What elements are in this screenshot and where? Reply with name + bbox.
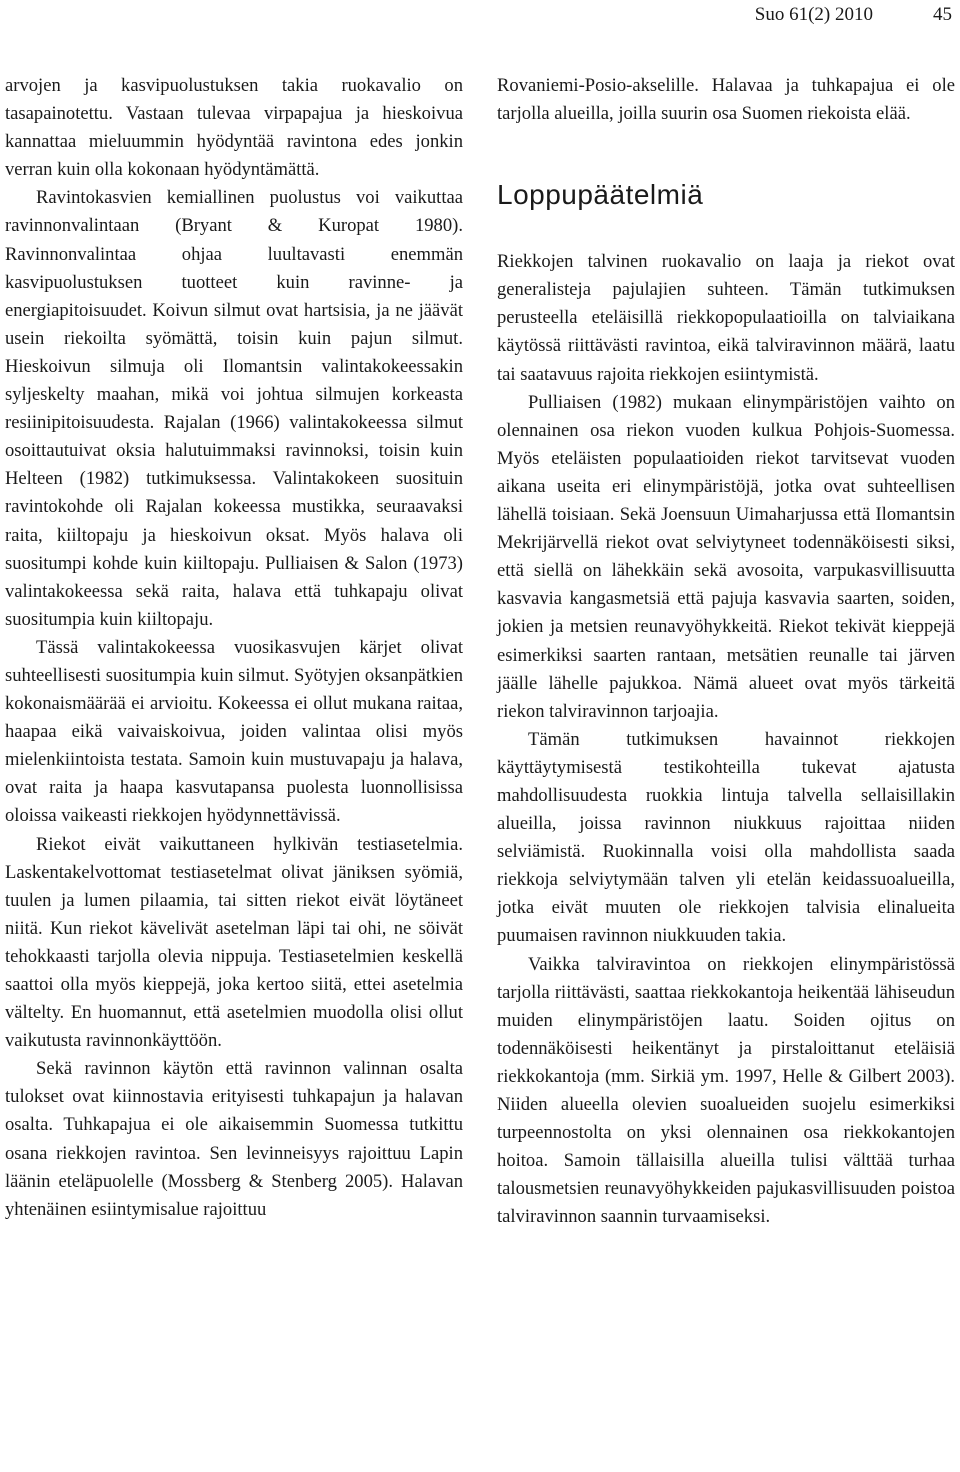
section-heading: Loppupäätelmiä [497,179,704,211]
page-header [755,0,952,30]
body-paragraph: Vaikka talviravintoa on riekkojen elinympäristössä tarjolla riittävästi, saattaa riekkokantoja heikentää lähiseudun muiden elinympäristöjen laatu. Soiden ojitus on todennäköisesti heikentänyt ja pirstaloittanut eteläisiä riekkokantoja (mm. Sirkiä ym. 1997, Helle & Gilbert 2003). Niiden alueella olevien suoalueiden suojelu esimerkiksi turpeennostolta on yksi olennainen osa riekkokantojen hoitoa. Samoin tällaisilla alueilla tulisi välttää turhaa talousmetsien reunavyöhykkeiden pajukasvillisuuden poistoa talviravinnon saannin turvaamiseksi. [497,953,955,1228]
right-column [497,72,955,1231]
journal-citation: Suo 61(2) 2010 [754,4,873,25]
left-column [5,72,463,1224]
body-paragraph: Pulliaisen (1982) mukaan elinympäristöjen vaihto on olennainen osa riekon vuoden kulkua Pohjois-Suomessa. Myös eteläisten populaatioiden riekot tarvitsevat vuoden aikana useita eri elinympäristöjä, jotka ovat suhteellisen lähellä toisiaan. Sekä Joensuun Uimaharjussa että Ilomantsin Mekrijärvellä riekot ovat selviytyneet todennäköisesti siksi, että siellä on lähekkäin sekä avosoita, varpukasvillisuutta kasvavia kangasmetsiä että pajuja kasvavia saarten, soiden, jokien ja metsien reunavyöhykkeitä. Riekot tekivät kieppejä esimerkiksi saarten rantaan, metsätien reunalle tai järven jäälle lähelle pajukkoa. Nämä alueet ovat myös tärkeitä riekon talviravinnon tarjoajia. [497,391,955,722]
body-paragraph: Rovaniemi-Posio-akselille. Halavaa ja tuhkapajua ei ole tarjolla alueilla, joilla suurin osa Suomen riekoista elää. [497,75,955,125]
body-paragraph: Riekot eivät vaikuttaneen hylkivän testiasetelmia. Laskentakelvottomat testiasetelmat olivat jäniksen syömiä, tuulen ja lumen pilaamia, tai sitten riekot eivät löytäneet niitä. Kun riekot kävelivät asetelman läpi tai ohi, ne söivät tehokkaasti tarjolla olevia nippuja. Testiasetelmien keskellä saattoi olla myös kieppejä, joka kertoo siitä, ettei asetelmia vältelty. En huomannut, että asetelmien muodolla olisi ollut vaikutusta ravinnonkäyttöön. [5,833,463,1052]
page-number: 45 [933,4,952,25]
body-paragraph: Riekkojen talvinen ruokavalio on laaja ja riekot ovat generalisteja pajulajien suhteen. Tämän tutkimuksen perusteella eteläisillä riekkopopulaatioilla on talviaikana käytössä riittävästi ravintoa, eikä talviravinnon määrä, laatu tai saatavuus rajoita riekkojen esiintymistä. [497,251,955,385]
body-paragraph: Tämän tutkimuksen havainnot riekkojen käyttäytymisestä testikohteilla tukevat ajatusta mahdollisuudesta ruokkia lintuja talvella sellaisillakin alueilla, joissa ravinnon niukkuus rajoittaa niiden selviämistä. Ruokinnalla voisi olla mahdollista saada riekkoja selviytymään talven yli etelän keidassuoalueilla, jotka eivät muuten ole riekkojen talvisia elinalueita puumaisen ravinnon niukkuuden takia. [497,728,955,947]
body-paragraph: Sekä ravinnon käytön että ravinnon valinnan osalta tulokset ovat kiinnostavia erityisesti tuhkapajun ja halavan osalta. Tuhkapajua ei ole aikaisemmin Suomessa tutkittu osana riekkojen ravintoa. Sen levinneisyys rajoittuu Lapin läänin eteläpuolelle (Mossberg & Stenberg 2005). Halavan yhtenäinen esiintymisalue rajoittuu [5,1058,463,1220]
body-paragraph: Ravintokasvien kemiallinen puolustus voi vaikuttaa ravinnonvalintaan (Bryant & Kuropat 1980). Ravinnonvalintaa ohjaa luultavasti enemmän kasvipuolustuksen tuotteet kuin ravinne- ja energiapitoisuudet. Koivun silmut ovat hartsisia, ja ne jäävät usein riekoilta syömättä, toisin kuin pajun silmut. Hieskoivun silmuja oli Ilomantsin valintakokeessakin syljeskelty maahan, mikä voi johtua silmujen korkeasta resiinipitoisuudesta. Rajalan (1966) valintakokeessa silmut osoittautuivat oksia halutuimmaksi ravinnoksi, toisin kuin Helteen (1982) tutkimuksessa. Valintakokeen suosituin ravintokohde oli Rajalan kokeessa mustikka, seuraavaksi raita, kiiltopaju ja hieskoivun oksat. Myös halava oli suositumpi kohde kuin kiiltopaju. Pulliaisen & Salon (1973) valintakokeessa sekä raita, halava että tuhkapaju olivat suositumpia kuin kiiltopaju. [5,187,463,630]
body-paragraph: arvojen ja kasvipuolustuksen takia ruokavalio on tasapainotettu. Vastaan tulevaa virpapajua ja hieskoivua kannattaa mieluummin hyödyntää ravintona edes jonkin verran kuin olla kokonaan hyödyntämättä. [5,75,463,181]
body-paragraph: Tässä valintakokeessa vuosikasvujen kärjet olivat suhteellisesti suositumpia kuin silmut. Syötyjen oksanpätkien kokonaismäärää ei arvioitu. Kokeessa ei ollut mukana raitaa, haapaa eikä vaivaiskoivua, joiden valintaa olisi myös mielenkiintoista testata. Samoin kuin mustuvapaju ja halava, ovat raita ja haapa kasvutapansa puolesta luonnollisissa oloissa vaikeasti riekkojen hyödynnettävissä. [5,636,463,827]
